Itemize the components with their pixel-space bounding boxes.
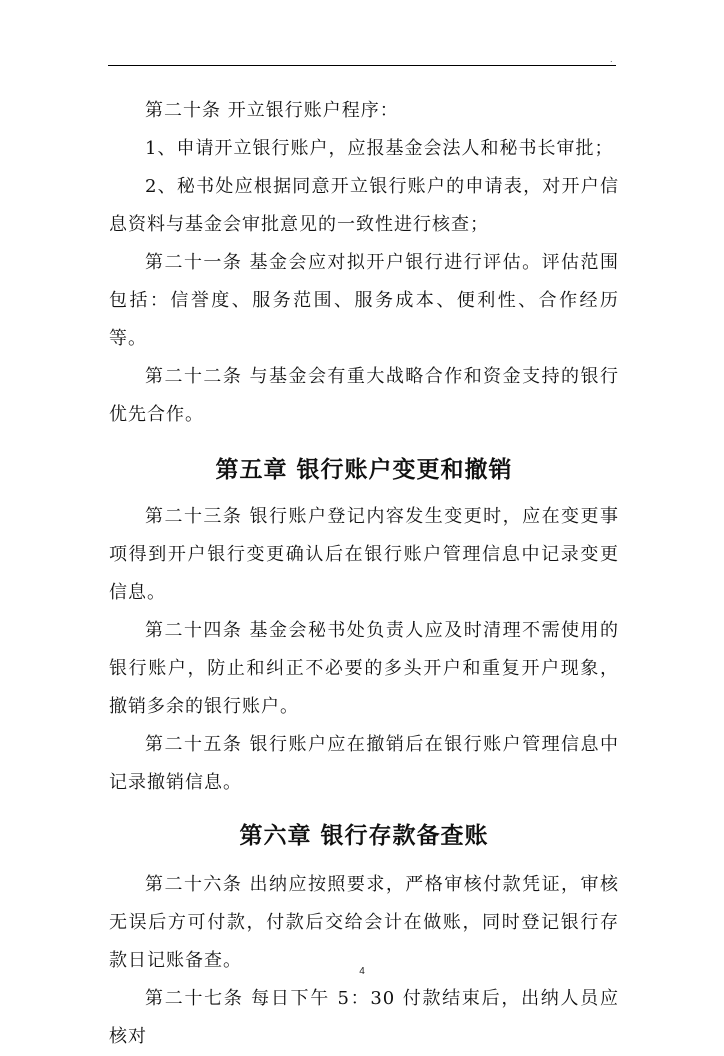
chapter-6-heading: 第六章 银行存款备查账 <box>239 822 489 849</box>
paragraph-article-20-item-2: 2、秘书处应根据同意开立银行账户的申请表，对开户信息资料与基金会审批意见的一致性进行核查； <box>109 176 619 235</box>
paragraph-article-25: 第二十五条 银行账户应在撤销后在银行账户管理信息中记录撤销信息。 <box>109 734 619 793</box>
paragraph-article-20: 第二十条 开立银行账户程序： <box>145 100 399 121</box>
chapter-5-heading: 第五章 银行账户变更和撤销 <box>215 456 513 483</box>
paragraph-article-26: 第二十六条 出纳应按照要求，严格审核付款凭证，审核无误后方可付款，付款后交给会计在做账，同时登记银行存款日记账备查。 <box>109 874 619 971</box>
paragraph-article-21: 第二十一条 基金会应对拟开户银行进行评估。评估范围包括：信誉度、服务范围、服务成本、便利性、合作经历等。 <box>109 252 619 349</box>
paragraph-article-27: 第二十七条 每日下午 5：30 付款结束后，出纳人员应核对 <box>109 988 619 1047</box>
paragraph-article-23: 第二十三条 银行账户登记内容发生变更时，应在变更事项得到开户银行变更确认后在银行账户管理信息中记录变更信息。 <box>109 506 619 603</box>
page-number: 4 <box>359 966 365 977</box>
paragraph-article-24: 第二十四条 基金会秘书处负责人应及时清理不需使用的银行账户，防止和纠正不必要的多头开户和重复开户现象，撤销多余的银行账户。 <box>109 620 619 717</box>
document-body <box>109 92 619 1056</box>
paragraph-article-20-item-1: 1、申请开立银行账户，应报基金会法人和秘书长审批； <box>145 138 614 159</box>
header-mark: . <box>610 55 613 64</box>
paragraph-article-22: 第二十二条 与基金会有重大战略合作和资金支持的银行优先合作。 <box>109 366 619 425</box>
header-rule <box>108 65 616 66</box>
